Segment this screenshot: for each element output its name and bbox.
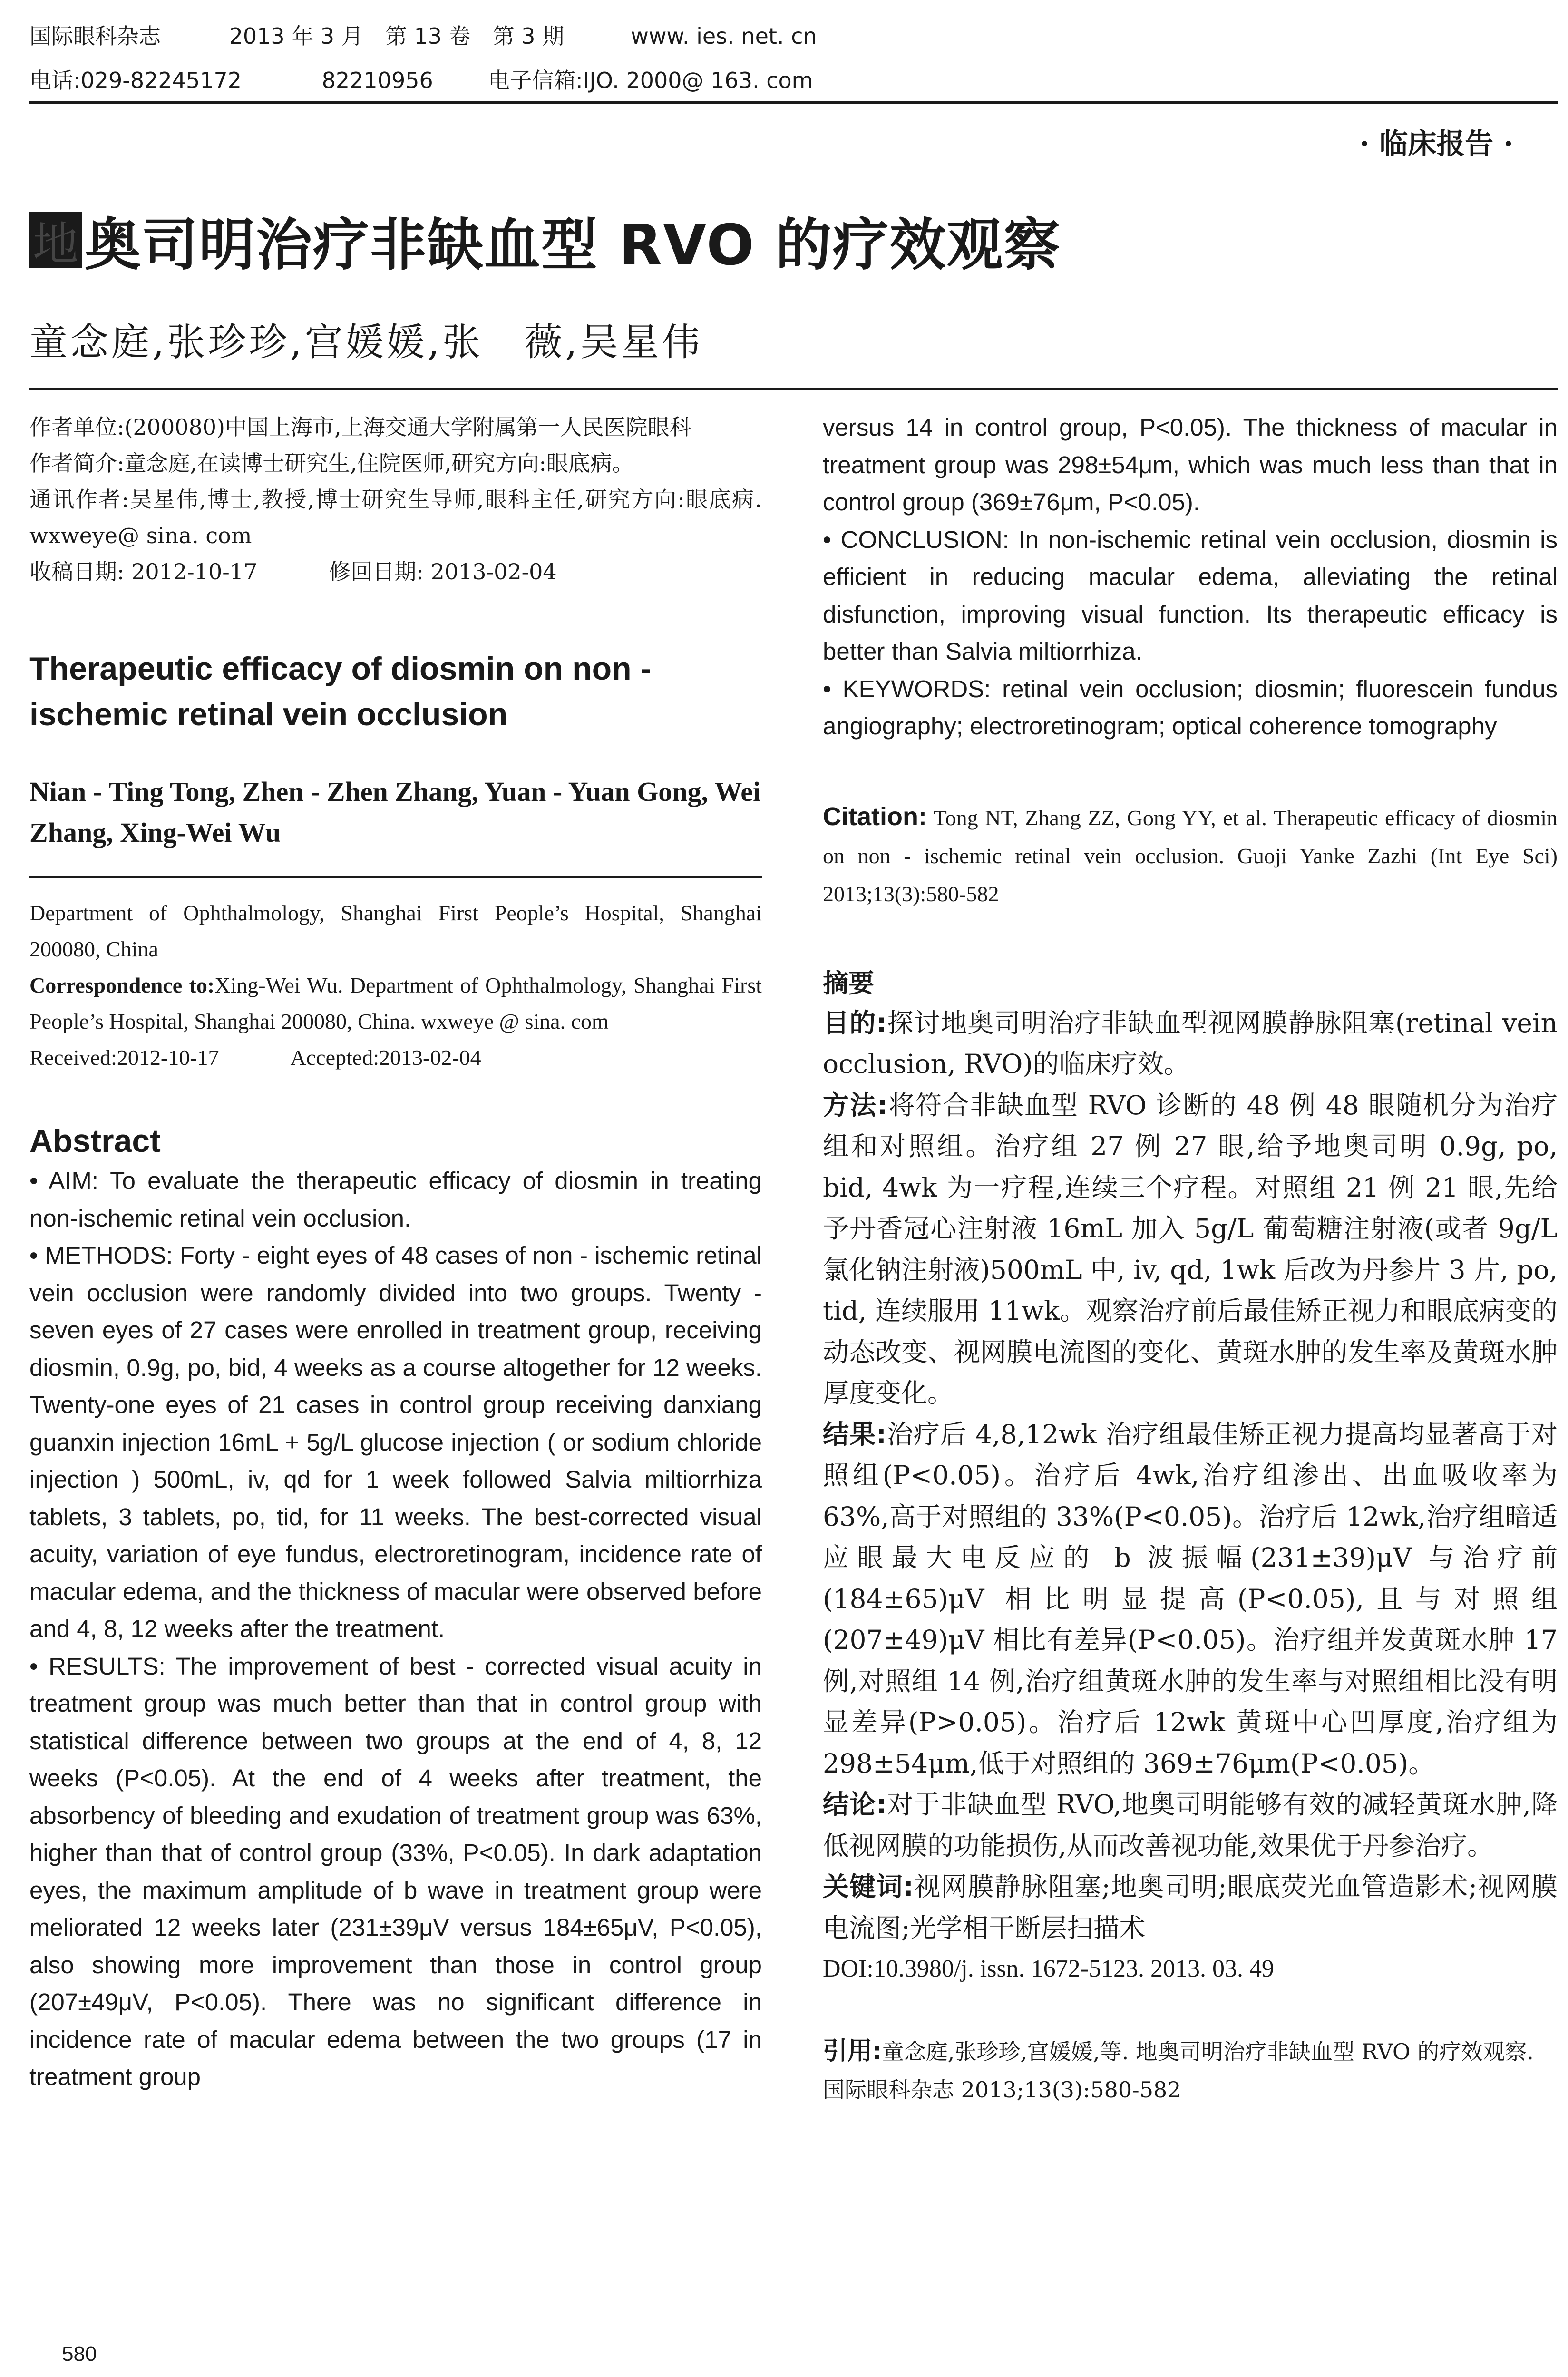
abstract-results-continued: versus 14 in control group, P<0.05). The thickness of macular in treatment group was 298±54μm, which was much less than that in control group (369±76μm, P<0.05). bbox=[823, 414, 1558, 516]
author-info-cn bbox=[29, 409, 762, 590]
abstract-conclusion: • CONCLUSION: In non-ischemic retinal vein occlusion, diosmin is efficient in reducing macular edema, alleviating the retinal disfunction, improving visual function. Its therapeutic efficacy is better than Salvia miltiorrhiza. bbox=[823, 526, 1558, 665]
affiliation-cn: 作者单位:(200080)中国上海市,上海交通大学附属第一人民医院眼科 bbox=[29, 414, 691, 440]
abstract-heading: Abstract bbox=[29, 1123, 161, 1159]
english-title: Therapeutic efficacy of diosmin on non - ischemic retinal vein occlusion bbox=[29, 651, 652, 732]
cn-abstract-body bbox=[823, 1003, 1558, 1990]
correspondence-text: Xing-Wei Wu. Department of Ophthalmology, Shanghai First People’s Hospital, Shanghai 200080, China. wxweye @ sina. com bbox=[29, 973, 762, 1033]
dates-cn bbox=[29, 554, 762, 590]
revised-date-cn: 修回日期: 2013-02-04 bbox=[329, 559, 557, 585]
title-text: 奥司明治疗非缺血型 RVO 的疗效观察 bbox=[85, 212, 1061, 278]
citation-text: Tong NT, Zhang ZZ, Gong YY, et al. Therapeutic efficacy of diosmin on non - ischemic retinal vein occlusion. Guoji Yanke Zazhi (Int Eye Sci) 2013;13(3):580-582 bbox=[823, 805, 1558, 906]
cn-results-label: 结果: bbox=[823, 1419, 886, 1450]
journal-email[interactable]: 电子信箱:IJO. 2000@ 163. com bbox=[488, 68, 813, 93]
journal-website[interactable]: www. ies. net. cn bbox=[631, 23, 817, 49]
abstract-results: • RESULTS: The improvement of best - corrected visual acuity in treatment group was much better than that in control group with statistical difference between two groups at the end of 4, 8, 12 weeks (P<0.05). At the end of 4 weeks after treatment, the absorbency of bleeding and exudation of treatment group was 63%, higher than that of control group (33%, P<0.05). In dark adaptation eyes, the maximum amplitude of b wave in treatment group were meliorated 12 weeks later (231±39μV versus 184±65μV, P<0.05), also showing more improvement than those in control group (207±49μV, P<0.05). There was no significant difference in incidence rate of macular edema between the two groups (17 in treatment group bbox=[29, 1652, 762, 2090]
received-date-en: Received:2012-10-17 bbox=[29, 1045, 219, 1070]
title-boxed-char: 地 bbox=[29, 212, 82, 268]
cn-results-text: 治疗后 4,8,12wk 治疗组最佳矫正视力提高均显著高于对照组(P<0.05)。治疗后 4wk,治疗组渗出、出血吸收率为 63%,高于对照组的 33%(P<0.05)。治疗后 12wk,治疗组暗适应眼最大电反应的 b 波振幅(231±39)μV 与治疗前(184±65)μV 相比明显提高(P<0.05),且与对照组(207±49)μV 相比有差异(P<0.05)。治疗组并发黄斑水肿 17 例,对照组 14 例,治疗组黄斑水肿的发生率与对照组相比没有明显差异(P>0.05)。治疗后 12wk 黄斑中心凹厚度,治疗组为 298±54μm,低于对照组的 369±76μm(P<0.05)。 bbox=[823, 1419, 1558, 1779]
author-bio-cn: 作者简介:童念庭,在读博士研究生,住院医师,研究方向:眼底病。 bbox=[29, 450, 634, 476]
header-rule bbox=[29, 101, 1558, 104]
cn-conclusion bbox=[823, 1784, 1558, 1866]
left-column bbox=[29, 409, 762, 2096]
received-date-cn: 收稿日期: 2012-10-17 bbox=[29, 559, 258, 585]
accepted-date-en: Accepted:2013-02-04 bbox=[290, 1045, 481, 1070]
citation bbox=[823, 798, 1558, 913]
cn-conclusion-label: 结论: bbox=[823, 1789, 887, 1820]
section-tag: · 临床报告 · bbox=[1359, 127, 1513, 161]
cn-aim-text: 探讨地奥司明治疗非缺血型视网膜静脉阻塞(retinal vein occlusion, RVO)的临床疗效。 bbox=[823, 1007, 1558, 1079]
abstract-body-left bbox=[29, 1162, 762, 2096]
correspondence-cn: 通讯作者:吴星伟,博士,教授,博士研究生导师,眼科主任,研究方向:眼底病. wxweye@ sina. com bbox=[29, 487, 762, 548]
cn-aim bbox=[823, 1003, 1558, 1085]
right-column bbox=[823, 409, 1558, 2109]
citation-label: Citation: bbox=[823, 802, 927, 831]
english-affiliation bbox=[29, 895, 762, 1076]
reference-text: 童念庭,张珍珍,宫媛媛,等. 地奥司明治疗非缺血型 RVO 的疗效观察. 国际眼科杂志 2013;13(3):580-582 bbox=[823, 2039, 1534, 2103]
abstract-aim: • AIM: To evaluate the therapeutic efficacy of diosmin in treating non-ischemic retinal vein occlusion. bbox=[29, 1167, 762, 1232]
abstract-body-right bbox=[823, 409, 1558, 745]
journal-header-line1 bbox=[29, 19, 817, 50]
authors-rule bbox=[29, 876, 762, 878]
abstract-keywords: • KEYWORDS: retinal vein occlusion; diosmin; fluorescein fundus angiography; electroretinogram; optical coherence tomography bbox=[823, 675, 1558, 740]
correspondence-en bbox=[29, 967, 762, 1040]
cn-keywords bbox=[823, 1866, 1558, 1948]
department: Department of Ophthalmology, Shanghai First People’s Hospital, Shanghai 200080, China bbox=[29, 901, 762, 961]
cn-results bbox=[823, 1414, 1558, 1784]
cn-abstract-heading: 摘要 bbox=[823, 968, 874, 998]
authors-cn: 童念庭,张珍珍,宫媛媛,张 薇,吴星伟 bbox=[29, 320, 703, 364]
doi[interactable]: DOI:10.3980/j. issn. 1672-5123. 2013. 03. 49 bbox=[823, 1955, 1274, 1982]
cn-aim-label: 目的: bbox=[823, 1007, 887, 1038]
reference-cn bbox=[823, 2032, 1558, 2109]
article-title bbox=[29, 205, 1061, 276]
journal-phone2: 82210956 bbox=[321, 68, 433, 93]
cn-conclusion-text: 对于非缺血型 RVO,地奥司明能够有效的减轻黄斑水肿,降低视网膜的功能损伤,从而改善视功能,效果优于丹参治疗。 bbox=[823, 1789, 1558, 1861]
journal-name: 国际眼科杂志 bbox=[29, 23, 161, 49]
cn-keywords-text: 视网膜静脉阻塞;地奥司明;眼底荧光血管造影术;视网膜电流图;光学相干断层扫描术 bbox=[823, 1871, 1558, 1943]
abstract-methods: • METHODS: Forty - eight eyes of 48 cases of non - ischemic retinal vein occlusion were randomly divided into two groups. Twenty - seven eyes of 27 cases were enrolled in treatment group, receiving diosmin, 0.9g, po, bid, 4 weeks as a course altogether for 12 weeks. Twenty-one eyes of 21 cases in control group receiving danxiang guanxin injection 16mL + 5g/L glucose injection ( or sodium chloride injection ) 500mL, iv, qd for 1 week followed Salvia miltiorrhiza tablets, 3 tablets, po, tid, for 11 weeks. The best-corrected visual acuity, variation of eye fundus, electroretinogram, incidence rate of macular edema, and the thickness of macular were observed before and 4, 8, 12 weeks after the treatment. bbox=[29, 1242, 762, 1642]
cn-methods-label: 方法: bbox=[823, 1090, 888, 1120]
reference-label: 引用: bbox=[823, 2037, 882, 2065]
cn-keywords-label: 关键词: bbox=[823, 1871, 914, 1902]
journal-phone: 电话:029-82245172 bbox=[29, 68, 242, 93]
journal-header-line2 bbox=[29, 63, 813, 95]
title-rule bbox=[29, 388, 1558, 390]
cn-methods-text: 将符合非缺血型 RVO 诊断的 48 例 48 眼随机分为治疗组和对照组。治疗组 27 例 27 眼,给予地奥司明 0.9g, po, bid, 4wk 为一疗程,连续三个疗程。对照组 21 例 21 眼,先给予丹香冠心注射液 16mL 加入 5g/L 葡萄糖注射液(或者 9g/L 氯化钠注射液)500mL 中, iv, qd, 1wk 后改为丹参片 3 片, po, tid, 连续服用 11wk。观察治疗前后最佳矫正视力和眼底病变的动态改变、视网膜电流图的变化、黄斑水肿的发生率及黄斑水肿厚度变化。 bbox=[823, 1090, 1558, 1408]
journal-issue: 2013 年 3 月 第 13 卷 第 3 期 bbox=[229, 23, 565, 49]
english-authors: Nian - Ting Tong, Zhen - Zhen Zhang, Yuan - Yuan Gong, Wei Zhang, Xing-Wei Wu bbox=[29, 776, 761, 848]
page-number: 580 bbox=[62, 2342, 97, 2366]
correspondence-label: Correspondence to: bbox=[29, 973, 215, 997]
cn-methods bbox=[823, 1085, 1558, 1414]
dates-en bbox=[29, 1040, 762, 1076]
